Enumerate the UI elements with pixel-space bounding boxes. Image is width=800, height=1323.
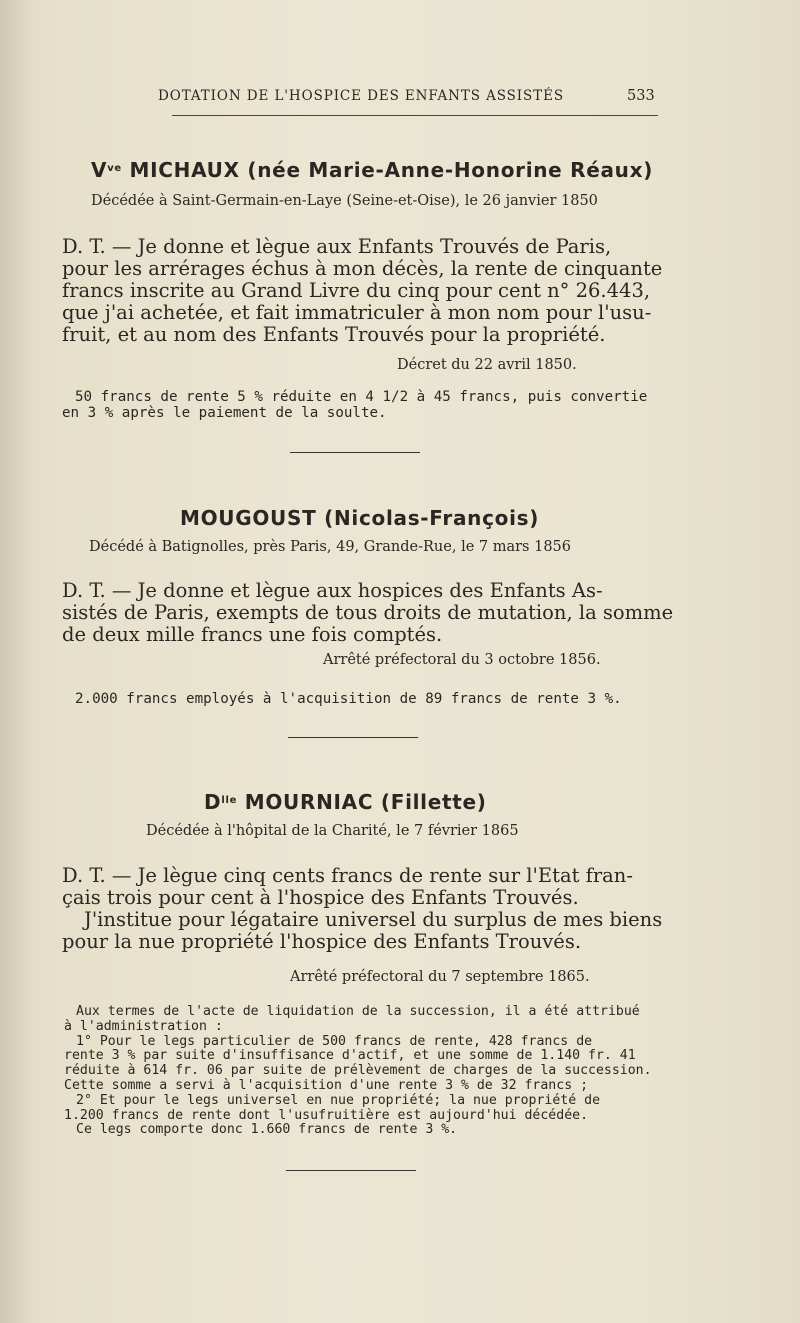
- entry-note: [75, 692, 622, 708]
- running-header: DOTATION DE L'HOSPICE DES ENFANTS ASSISTÉS: [158, 88, 564, 104]
- separator-rule: [288, 737, 418, 738]
- text-line: çais trois pour cent à l'hospice des Enfants Trouvés.: [62, 886, 579, 909]
- note-line: réduite à 614 fr. 06 par suite de prélèvement de charges de la succession.: [64, 1063, 652, 1079]
- note-line: 2° Et pour le legs universel en nue propriété; la nue propriété de: [76, 1092, 601, 1108]
- note-line: Ce legs comporte donc 1.660 francs de rente 3 %.: [76, 1122, 458, 1138]
- separator-rule: [290, 452, 420, 453]
- entry-title: $D^{lle}$ MOURNIAC (Fillette): [204, 790, 487, 814]
- entry-text: [62, 865, 662, 953]
- entry-text: [62, 580, 673, 646]
- entry-text: [62, 236, 662, 346]
- text-line: sistés de Paris, exempts de tous droits de mutation, la somme: [62, 601, 674, 624]
- note-line: à l'administration :: [64, 1018, 223, 1034]
- separator-rule: [286, 1170, 416, 1171]
- text-line: D. T. — Je donne et lègue aux hospices des Enfants As-: [62, 579, 603, 602]
- entry-note: [62, 389, 648, 422]
- text-line: pour la nue propriété l'hospice des Enfants Trouvés.: [62, 930, 582, 953]
- entry-subtitle: Décédé à Batignolles, près Paris, 49, Grande-Rue, le 7 mars 1856: [89, 539, 572, 555]
- page-number: 533: [627, 88, 655, 104]
- entry-title: $V^{ve}$ MICHAUX (née Marie-Anne-Honorine Réaux): [91, 158, 654, 182]
- entry-signature: Arrêté préfectoral du 7 septembre 1865.: [290, 969, 590, 985]
- note-line: 1° Pour le legs particulier de 500 francs de rente, 428 francs de: [76, 1033, 593, 1049]
- note-line: 50 francs de rente 5 % réduite en 4 1/2 à 45 francs, puis convertie: [75, 389, 648, 405]
- note-line: 2.000 francs employés à l'acquisition de 89 francs de rente 3 %.: [75, 691, 622, 707]
- text-line: que j'ai achetée, et fait immatriculer à mon nom pour l'usu-: [62, 301, 652, 324]
- entry-note: [64, 1005, 652, 1138]
- text-line: de deux mille francs une fois comptés.: [62, 623, 443, 646]
- entry-subtitle: Décédée à l'hôpital de la Charité, le 7 février 1865: [146, 823, 519, 839]
- note-line: en 3 % après le paiement de la soulte.: [62, 404, 387, 421]
- note-line: Cette somme a servi à l'acquisition d'une rente 3 % de 32 francs ;: [64, 1077, 589, 1093]
- note-line: Aux termes de l'acte de liquidation de la succession, il a été attribué: [76, 1004, 640, 1019]
- note-line: rente 3 % par suite d'insuffisance d'actif, et une somme de 1.140 fr. 41: [64, 1048, 636, 1064]
- note-line: 1.200 francs de rente dont l'usufruitière est aujourd'hui décédée.: [64, 1107, 589, 1123]
- text-line: J'institue pour légataire universel du surplus de mes biens: [84, 908, 663, 931]
- text-line: fruit, et au nom des Enfants Trouvés pour la propriété.: [62, 323, 606, 346]
- text-line: D. T. — Je lègue cinq cents francs de rente sur l'Etat fran-: [62, 864, 633, 887]
- text-line: pour les arrérages échus à mon décès, la rente de cinquante: [62, 257, 663, 280]
- entry-signature: Décret du 22 avril 1850.: [397, 357, 577, 373]
- text-line: francs inscrite au Grand Livre du cinq pour cent n° 26.443,: [62, 279, 651, 302]
- text-line: D. T. — Je donne et lègue aux Enfants Trouvés de Paris,: [62, 235, 612, 258]
- entry-subtitle: Décédée à Saint-Germain-en-Laye (Seine-et-Oise), le 26 janvier 1850: [91, 193, 598, 209]
- header-rule: [172, 115, 658, 116]
- entry-title: MOUGOUST (Nicolas-François): [180, 506, 540, 530]
- page-edge-shadow: [0, 0, 26, 1323]
- entry-signature: Arrêté préfectoral du 3 octobre 1856.: [323, 652, 601, 668]
